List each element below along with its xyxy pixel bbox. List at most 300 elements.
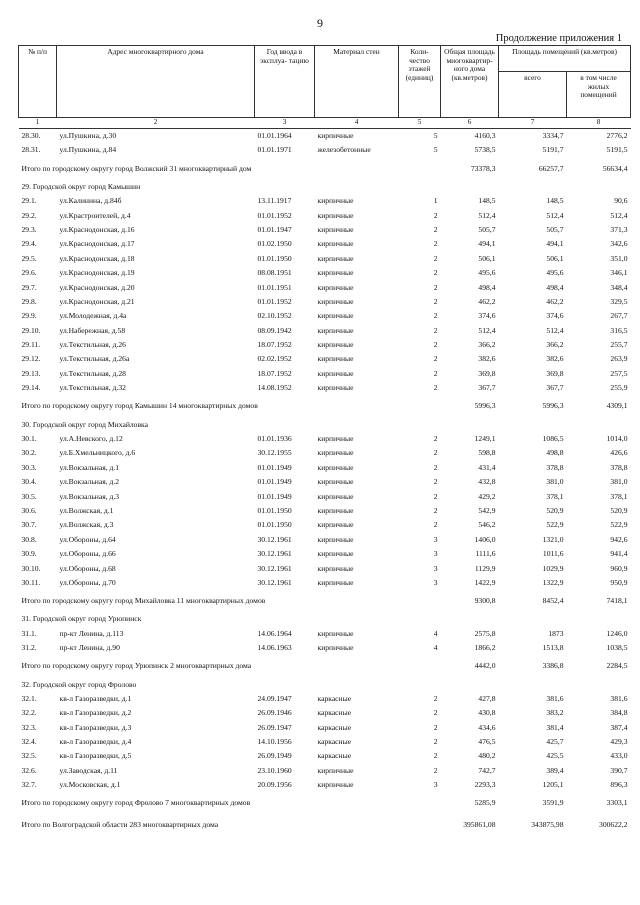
- row-total-area: 742,7: [478, 765, 496, 775]
- row-material: каркасные: [317, 751, 352, 761]
- total-label: Итого по городскому округу город Камышин 14 многоквартирных домов: [21, 401, 258, 411]
- row-number: 29.2.: [21, 210, 37, 220]
- row-area-all: 505,7: [546, 224, 564, 234]
- row-area-residential: 342,6: [610, 239, 628, 249]
- row-total-area: 432,8: [478, 477, 496, 487]
- row-year: 30.12.1961: [257, 577, 292, 587]
- total-label: Итого по городскому округу город Михайловка 11 многоквартирных домов: [21, 596, 266, 606]
- total-label: Итого по Волгоградской области 283 многоквартирных дома: [21, 820, 219, 830]
- row-address: кв-л Газоразведки, д.4: [59, 737, 132, 747]
- row-address: ул.Волжская, д.1: [59, 506, 114, 515]
- row-area-all: 381,6: [546, 693, 564, 703]
- row-floors: 2: [433, 434, 438, 444]
- total-area-all: 66257,7: [538, 163, 564, 173]
- row-area-residential: 267,7: [610, 311, 628, 321]
- row-year: 30.12.1961: [257, 549, 292, 559]
- row-total-area: 5738,5: [474, 145, 496, 155]
- row-area-residential: 387,4: [610, 722, 628, 732]
- table-row: [19, 562, 631, 576]
- header-year: Год ввода в эксплуа- тацию: [255, 46, 315, 118]
- row-address: ул.Краснодонская, д.21: [59, 296, 135, 306]
- row-area-residential: 942,6: [610, 534, 628, 544]
- total-row: [19, 815, 631, 837]
- total-row: [19, 590, 631, 612]
- row-number: 30.6.: [21, 506, 37, 515]
- total-area: 395861,08: [463, 820, 496, 830]
- row-address: ул.Обороны, д.64: [59, 534, 116, 544]
- row-number: 29.1.: [21, 196, 37, 206]
- row-area-residential: 346,1: [610, 268, 628, 278]
- row-address: ул.Вокзальная, д.3: [59, 491, 120, 501]
- row-area-residential: 378,8: [610, 462, 628, 472]
- row-area-all: 378,8: [546, 462, 564, 472]
- row-area-all: 512,4: [546, 210, 564, 220]
- row-area-residential: 384,8: [610, 708, 628, 718]
- section-heading-row: [19, 418, 631, 432]
- row-area-residential: 941,4: [610, 549, 628, 559]
- row-area-residential: 257,5: [610, 368, 628, 378]
- row-floors: 2: [433, 520, 438, 530]
- row-area-all: 506,1: [546, 253, 564, 263]
- row-area-residential: 960,9: [610, 563, 628, 573]
- row-total-area: 1129,9: [474, 563, 496, 573]
- row-material: кирпичные: [317, 563, 354, 573]
- row-address: пр-кт Ленина, д.90: [59, 643, 120, 653]
- row-area-all: 425,7: [546, 737, 564, 747]
- row-number: 29.6.: [21, 268, 37, 278]
- row-address: ул.Пушкина, д.84: [59, 145, 117, 155]
- total-row: [19, 793, 631, 815]
- row-year: 20.09.1956: [257, 780, 292, 790]
- total-row: [19, 656, 631, 678]
- row-number: 29.13.: [21, 368, 41, 378]
- table-row: [19, 547, 631, 561]
- table-row: [19, 209, 631, 223]
- row-number: 29.3.: [21, 224, 37, 234]
- row-year: 30.12.1961: [257, 534, 292, 544]
- row-address: ул.Московская, д.1: [59, 780, 121, 790]
- row-floors: 2: [433, 282, 438, 292]
- row-total-area: 512,4: [478, 210, 496, 220]
- row-total-area: 2293,3: [474, 780, 496, 790]
- row-address: ул.Краснодонская, д.17: [59, 239, 135, 249]
- row-address: ул.Калинина, д.84б: [59, 196, 122, 206]
- row-floors: 2: [433, 210, 438, 220]
- section-heading: 29. Городской округ город Камышин: [21, 181, 141, 191]
- row-number: 29.14.: [21, 383, 41, 393]
- row-number: 31.1.: [21, 628, 37, 638]
- row-floors: 2: [433, 340, 438, 350]
- total-area-residential: 56634,4: [602, 163, 628, 173]
- row-floors: 2: [433, 268, 438, 278]
- row-total-area: 1406,0: [474, 534, 496, 544]
- row-area-all: 1029,9: [542, 563, 564, 573]
- row-floors: 2: [433, 368, 438, 378]
- section-heading-row: [19, 678, 631, 692]
- column-number: 7: [499, 118, 567, 129]
- row-year: 18.07.1952: [257, 368, 292, 378]
- row-year: 01.01.1952: [257, 296, 292, 306]
- total-area: 9300,8: [474, 596, 496, 606]
- header-address: Адрес многоквартирного дома: [57, 46, 255, 118]
- row-floors: 2: [433, 448, 438, 458]
- table-row: [19, 281, 631, 295]
- row-total-area: 546,2: [478, 520, 496, 530]
- total-area-residential: 7418,1: [606, 596, 628, 606]
- header-all: всего: [499, 72, 567, 118]
- table-row: [19, 338, 631, 352]
- row-floors: 2: [433, 253, 438, 263]
- row-total-area: 382,6: [478, 354, 496, 364]
- row-year: 14.10.1956: [257, 737, 292, 747]
- row-floors: 2: [433, 693, 438, 703]
- row-year: 08.09.1942: [257, 325, 292, 335]
- row-area-all: 3334,7: [542, 131, 564, 141]
- row-year: 26.09.1947: [257, 722, 292, 732]
- row-address: ул.Обороны, д.70: [59, 577, 116, 587]
- row-area-all: 1513,8: [542, 643, 564, 653]
- row-floors: 2: [433, 239, 438, 249]
- row-material: кирпичные: [317, 765, 354, 775]
- row-total-area: 498,4: [478, 282, 496, 292]
- row-floors: 2: [433, 765, 438, 775]
- row-total-area: 367,7: [478, 383, 496, 393]
- row-total-area: 506,1: [478, 253, 496, 263]
- table-row: [19, 475, 631, 489]
- row-number: 30.8.: [21, 534, 37, 544]
- row-year: 13.11.1917: [257, 196, 292, 206]
- row-area-all: 1873: [548, 628, 564, 638]
- row-area-residential: 90,6: [614, 196, 628, 206]
- row-floors: 3: [433, 577, 438, 587]
- row-area-residential: 263,9: [610, 354, 628, 364]
- row-number: 28.31.: [21, 145, 41, 155]
- row-address: кв-л Газоразведки, д.5: [59, 751, 132, 761]
- row-area-residential: 390,7: [610, 765, 628, 775]
- row-total-area: 366,2: [478, 340, 496, 350]
- table-row: [19, 518, 631, 532]
- row-year: 24.09.1947: [257, 693, 292, 703]
- row-area-all: 1322,9: [542, 577, 564, 587]
- row-area-all: 1011,6: [542, 549, 564, 559]
- row-address: ул.Текстильная, д.28: [59, 368, 126, 378]
- continuation-label: Продолжение приложения 1: [495, 33, 622, 44]
- row-area-residential: 2776,2: [606, 131, 628, 141]
- row-area-all: 512,4: [546, 325, 564, 335]
- row-material: кирпичные: [317, 534, 354, 544]
- row-material: кирпичные: [317, 325, 354, 335]
- table-row: [19, 143, 631, 157]
- row-number: 29.10.: [21, 325, 41, 335]
- row-number: 29.4.: [21, 239, 37, 249]
- row-material: кирпичные: [317, 224, 354, 234]
- section-heading-row: [19, 180, 631, 194]
- total-area-residential: 2284,5: [606, 661, 628, 671]
- row-year: 01.01.1949: [257, 462, 292, 472]
- table-row: [19, 432, 631, 446]
- row-floors: 2: [433, 296, 438, 306]
- row-number: 32.7.: [21, 780, 37, 790]
- row-material: кирпичные: [317, 354, 354, 364]
- table-row: [19, 446, 631, 460]
- row-floors: 2: [433, 722, 438, 732]
- table-row: [19, 252, 631, 266]
- row-material: каркасные: [317, 737, 352, 747]
- row-area-residential: 329,5: [610, 296, 628, 306]
- row-material: кирпичные: [317, 239, 354, 249]
- table-row: [19, 504, 631, 518]
- row-area-residential: 429,3: [610, 737, 628, 747]
- row-material: кирпичные: [317, 340, 354, 350]
- row-material: кирпичные: [317, 383, 354, 393]
- row-total-area: 480,2: [478, 751, 496, 761]
- section-heading-row: [19, 612, 631, 626]
- table-row: [19, 367, 631, 381]
- row-year: 01.01.1950: [257, 253, 292, 263]
- row-address: ул.Вокзальная, д.1: [59, 462, 120, 472]
- row-address: кв-л Газоразведки, д.2: [59, 708, 132, 718]
- total-area: 5285,9: [474, 798, 496, 808]
- row-area-residential: 896,3: [610, 780, 628, 790]
- row-year: 01.01.1952: [257, 210, 292, 220]
- table-row: [19, 266, 631, 280]
- table-row: [19, 576, 631, 590]
- row-area-all: 366,2: [546, 340, 564, 350]
- row-total-area: 598,8: [478, 448, 496, 458]
- row-material: кирпичные: [317, 434, 354, 444]
- row-total-area: 1422,9: [474, 577, 496, 587]
- header-total-area: Общая площадь многоквартир- ного дома (кв.метров): [441, 46, 499, 118]
- row-area-residential: 522,9: [610, 520, 628, 530]
- row-floors: 2: [433, 354, 438, 364]
- row-total-area: 512,4: [478, 325, 496, 335]
- row-floors: 2: [433, 325, 438, 335]
- total-area: 4442,0: [474, 661, 496, 671]
- row-number: 30.11.: [21, 577, 41, 587]
- row-material: кирпичные: [317, 506, 354, 515]
- table-row: [19, 778, 631, 792]
- section-heading: 31. Городской округ город Урюпинск: [21, 614, 142, 624]
- row-material: кирпичные: [317, 549, 354, 559]
- row-total-area: 494,1: [478, 239, 496, 249]
- row-total-area: 369,8: [478, 368, 496, 378]
- row-year: 26.09.1949: [257, 751, 292, 761]
- total-area-residential: 3303,1: [606, 798, 628, 808]
- row-area-residential: 316,5: [610, 325, 628, 335]
- row-number: 29.7.: [21, 282, 37, 292]
- row-year: 01.02.1950: [257, 239, 292, 249]
- section-heading: 30. Городской округ город Михайловка: [21, 419, 148, 429]
- row-year: 01.01.1951: [257, 282, 292, 292]
- row-material: кирпичные: [317, 520, 354, 530]
- row-address: ул.Б.Хмельницкого, д.6: [59, 448, 136, 458]
- row-address: ул.Набережная, д.58: [59, 325, 126, 335]
- page-number: 9: [317, 16, 323, 30]
- row-address: ул.Крастроителей, д.4: [59, 210, 131, 220]
- row-area-all: 367,7: [546, 383, 564, 393]
- row-year: 01.01.1949: [257, 491, 292, 501]
- row-area-all: 381,4: [546, 722, 564, 732]
- row-number: 30.7.: [21, 520, 37, 530]
- row-material: железобетонные: [317, 145, 371, 155]
- row-total-area: 374,6: [478, 311, 496, 321]
- row-number: 30.10.: [21, 563, 41, 573]
- row-material: кирпичные: [317, 196, 354, 206]
- row-address: пр-кт Ленина, д.113: [59, 628, 124, 638]
- row-address: ул.Молодежная, д.4а: [59, 311, 127, 321]
- row-area-all: 498,8: [546, 448, 564, 458]
- row-address: ул.Заводская, д.11: [59, 765, 118, 775]
- row-area-all: 389,4: [546, 765, 564, 775]
- row-material: кирпичные: [317, 311, 354, 321]
- row-material: каркасные: [317, 708, 352, 718]
- table-row: [19, 237, 631, 251]
- row-area-residential: 520,9: [610, 506, 628, 515]
- row-year: 08.08.1951: [257, 268, 292, 278]
- row-number: 32.5.: [21, 751, 37, 761]
- row-year: 01.01.1947: [257, 224, 292, 234]
- table-row: [19, 129, 631, 144]
- row-year: 01.01.1950: [257, 506, 292, 515]
- row-material: каркасные: [317, 722, 352, 732]
- table-row: [19, 295, 631, 309]
- row-number: 29.12.: [21, 354, 41, 364]
- row-area-all: 381,0: [546, 477, 564, 487]
- row-total-area: 431,4: [478, 462, 496, 472]
- row-material: кирпичные: [317, 296, 354, 306]
- table-row: [19, 627, 631, 641]
- row-area-residential: 1246,0: [606, 628, 628, 638]
- row-address: ул.Текстильная, д.26а: [59, 354, 130, 364]
- row-year: 02.02.1952: [257, 354, 292, 364]
- row-address: ул.А.Невского, д.12: [59, 434, 123, 444]
- row-area-all: 369,8: [546, 368, 564, 378]
- row-number: 30.9.: [21, 549, 37, 559]
- table-row: [19, 706, 631, 720]
- column-number: 3: [255, 118, 315, 129]
- row-floors: 4: [433, 628, 438, 638]
- total-row: [19, 158, 631, 180]
- row-material: кирпичные: [317, 477, 354, 487]
- row-floors: 2: [433, 477, 438, 487]
- row-material: кирпичные: [317, 253, 354, 263]
- row-material: каркасные: [317, 693, 352, 703]
- row-material: кирпичные: [317, 268, 354, 278]
- row-total-area: 434,6: [478, 722, 496, 732]
- row-area-all: 425,5: [546, 751, 564, 761]
- row-floors: 5: [433, 131, 438, 141]
- table-row: [19, 749, 631, 763]
- row-area-residential: 950,9: [610, 577, 628, 587]
- row-total-area: 476,5: [478, 737, 496, 747]
- row-total-area: 495,6: [478, 268, 496, 278]
- row-area-all: 1321,0: [542, 534, 564, 544]
- row-floors: 1: [433, 196, 438, 206]
- row-floors: 2: [433, 751, 438, 761]
- row-area-all: 383,2: [546, 708, 564, 718]
- table-row: [19, 324, 631, 338]
- total-area-all: 343875,98: [531, 820, 564, 830]
- row-material: кирпичные: [317, 210, 354, 220]
- row-area-residential: 381,6: [610, 693, 628, 703]
- row-material: кирпичные: [317, 368, 354, 378]
- total-area-all: 3591,9: [542, 798, 564, 808]
- row-area-residential: 255,7: [610, 340, 628, 350]
- row-material: кирпичные: [317, 643, 354, 653]
- total-area-all: 5996,3: [542, 401, 564, 411]
- column-number: 4: [315, 118, 399, 129]
- row-area-residential: 371,3: [610, 224, 628, 234]
- row-material: кирпичные: [317, 491, 354, 501]
- row-area-all: 148,5: [546, 196, 564, 206]
- row-year: 30.12.1955: [257, 448, 292, 458]
- table-row: [19, 721, 631, 735]
- header-material: Материал стен: [315, 46, 399, 118]
- column-number: 8: [567, 118, 631, 129]
- table-row: [19, 641, 631, 655]
- row-total-area: 462,2: [478, 296, 496, 306]
- row-year: 14.06.1964: [257, 628, 292, 638]
- row-address: ул.Обороны, д.68: [59, 563, 116, 573]
- table-row: [19, 490, 631, 504]
- row-floors: 3: [433, 780, 438, 790]
- section-heading: 32. Городской округ город Фролово: [21, 679, 137, 689]
- row-total-area: 2575,8: [474, 628, 496, 638]
- row-address: ул.Краснодонская, д.20: [59, 282, 135, 292]
- table-row: [19, 223, 631, 237]
- row-area-residential: 255,9: [610, 383, 628, 393]
- row-total-area: 1111,6: [475, 549, 496, 559]
- row-total-area: 1249,1: [474, 434, 496, 444]
- row-total-area: 430,8: [478, 708, 496, 718]
- row-year: 02.10.1952: [257, 311, 292, 321]
- row-area-all: 378,1: [546, 491, 564, 501]
- table-row: [19, 692, 631, 706]
- table-row: [19, 461, 631, 475]
- row-material: кирпичные: [317, 780, 354, 790]
- row-number: 32.2.: [21, 708, 37, 718]
- row-material: кирпичные: [317, 462, 354, 472]
- row-year: 26.09.1946: [257, 708, 292, 718]
- row-address: ул.Обороны, д.66: [59, 549, 116, 559]
- row-floors: 2: [433, 311, 438, 321]
- row-floors: 2: [433, 737, 438, 747]
- row-area-all: 382,6: [546, 354, 564, 364]
- row-address: ул.Текстильная, д.26: [59, 340, 126, 350]
- table-row: [19, 735, 631, 749]
- header-premises: Площадь помещений (кв.метров): [499, 46, 631, 72]
- column-number: 2: [57, 118, 255, 129]
- row-total-area: 542,9: [478, 506, 496, 515]
- row-area-all: 5191,7: [542, 145, 564, 155]
- row-material: кирпичные: [317, 282, 354, 292]
- row-number: 32.3.: [21, 722, 37, 732]
- row-area-residential: 426,6: [610, 448, 628, 458]
- row-area-all: 522,9: [546, 520, 564, 530]
- row-address: ул.Текстильная, д.32: [59, 383, 126, 393]
- row-total-area: 4160,3: [474, 131, 496, 141]
- total-area-all: 8452,4: [542, 596, 564, 606]
- row-number: 32.4.: [21, 737, 37, 747]
- row-area-all: 1205,1: [542, 780, 564, 790]
- row-number: 29.9.: [21, 311, 37, 321]
- row-address: ул.Волжская, д.3: [59, 520, 114, 530]
- row-number: 29.11.: [21, 340, 41, 350]
- row-area-all: 462,2: [546, 296, 564, 306]
- row-number: 30.5.: [21, 491, 37, 501]
- row-floors: 3: [433, 549, 438, 559]
- row-number: 32.6.: [21, 765, 37, 775]
